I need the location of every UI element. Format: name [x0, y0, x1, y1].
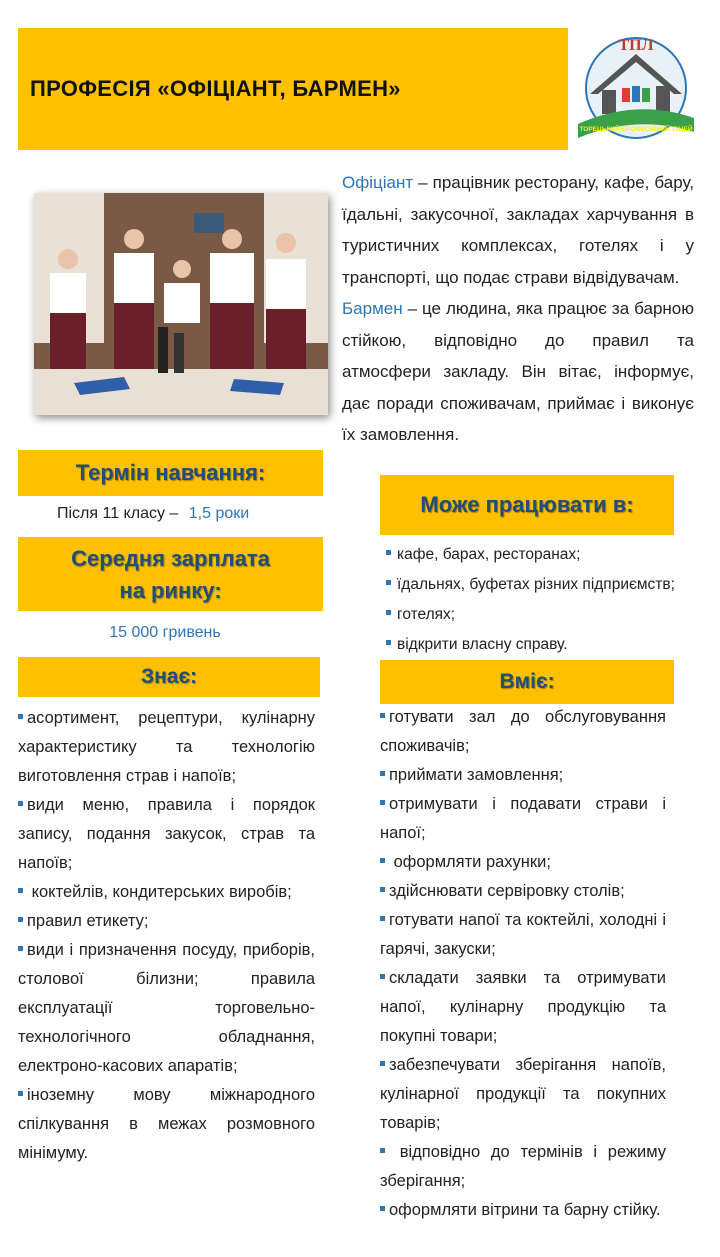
can-work-label: Може працювати в:	[380, 475, 674, 535]
list-item: види меню, правила і порядок запису, подання закусок, страв та напоїв;	[18, 791, 315, 878]
waiters-photo-image	[34, 193, 328, 415]
list-item: готувати зал до обслуговування споживачів;	[380, 703, 666, 761]
barman-term: Бармен	[342, 299, 403, 318]
list-item: відкрити власну справу.	[386, 630, 706, 660]
logo-house-icon	[568, 28, 702, 150]
list-item: коктейлів, кондитерських виробів;	[18, 878, 315, 907]
staff-photo	[34, 193, 328, 415]
list-item: іноземну мову міжнародного спілкування в межах розмовного мінімуму.	[18, 1081, 315, 1168]
list-item: оформляти рахунки;	[380, 848, 666, 877]
profession-description	[342, 167, 694, 451]
list-item: кафе, барах, ресторанах;	[386, 540, 706, 570]
salary-value: 15 000 гривень	[109, 624, 221, 641]
school-logo	[568, 28, 702, 150]
list-item: асортимент, рецептури, кулінарну характеристику та технологію виготовлення страв і напоїв;	[18, 704, 315, 791]
skills-label: Вміє:	[380, 660, 674, 704]
list-item: отримувати і подавати страви і напої;	[380, 790, 666, 848]
svg-text:ТПЛ: ТПЛ	[618, 37, 654, 54]
list-item: приймати замовлення;	[380, 761, 666, 790]
knows-list	[18, 704, 315, 1168]
list-item: їдальнях, буфетах різних підприємств;	[386, 570, 706, 600]
list-item: правил етикету;	[18, 907, 315, 936]
study-term-info	[57, 505, 249, 523]
can-work-list	[386, 540, 706, 660]
study-term-value: 1,5 роки	[188, 505, 250, 522]
barman-definition: – це людина, яка працює за барною стійкою, відповідно до правил та атмосфери закладу. Він вітає, інформує, дає поради споживачам, приймає і виконує їх замовлення.	[342, 299, 694, 444]
waiter-definition: – працівник ресторану, кафе, бару, їдальні, закусочної, закладах харчування в туристичних комплексах, готелях і у транспорті, що подає страви відвідувачам.	[342, 173, 694, 287]
study-term-label: Термін навчання:	[18, 450, 323, 496]
knows-label: Знає:	[18, 657, 320, 697]
page-title: ПРОФЕСІЯ «ОФІЦІАНТ, БАРМЕН»	[30, 76, 401, 101]
list-item: здійснювати сервіровку столів;	[380, 877, 666, 906]
list-item: оформляти вітрини та барну стійку.	[380, 1196, 666, 1225]
skills-list	[380, 703, 666, 1225]
study-term-prefix: Після 11 класу –	[57, 505, 179, 522]
svg-text:ТОРЕЦЬКИЙ ПРОФЕСІЙНИЙ ЛІЦЕЙ: ТОРЕЦЬКИЙ ПРОФЕСІЙНИЙ ЛІЦЕЙ	[579, 126, 693, 133]
list-item: забезпечувати зберігання напоїв, кулінарної продукції та покупних товарів;	[380, 1051, 666, 1138]
salary-label: Середня зарплата на ринку:	[18, 537, 323, 611]
list-item: готувати напої та коктейлі, холодні і гарячі, закуски;	[380, 906, 666, 964]
list-item: готелях;	[386, 600, 706, 630]
waiter-term: Офіціант	[342, 173, 414, 192]
list-item: складати заявки та отримувати напої, кулінарну продукцію та покупні товари;	[380, 964, 666, 1051]
list-item: види і призначення посуду, приборів, столової білизни; правила експлуатації торговельно-технологічного обладнання, електроно-касових апаратів;	[18, 936, 315, 1081]
list-item: відповідно до термінів і режиму зберігання;	[380, 1138, 666, 1196]
header-banner	[18, 28, 702, 150]
